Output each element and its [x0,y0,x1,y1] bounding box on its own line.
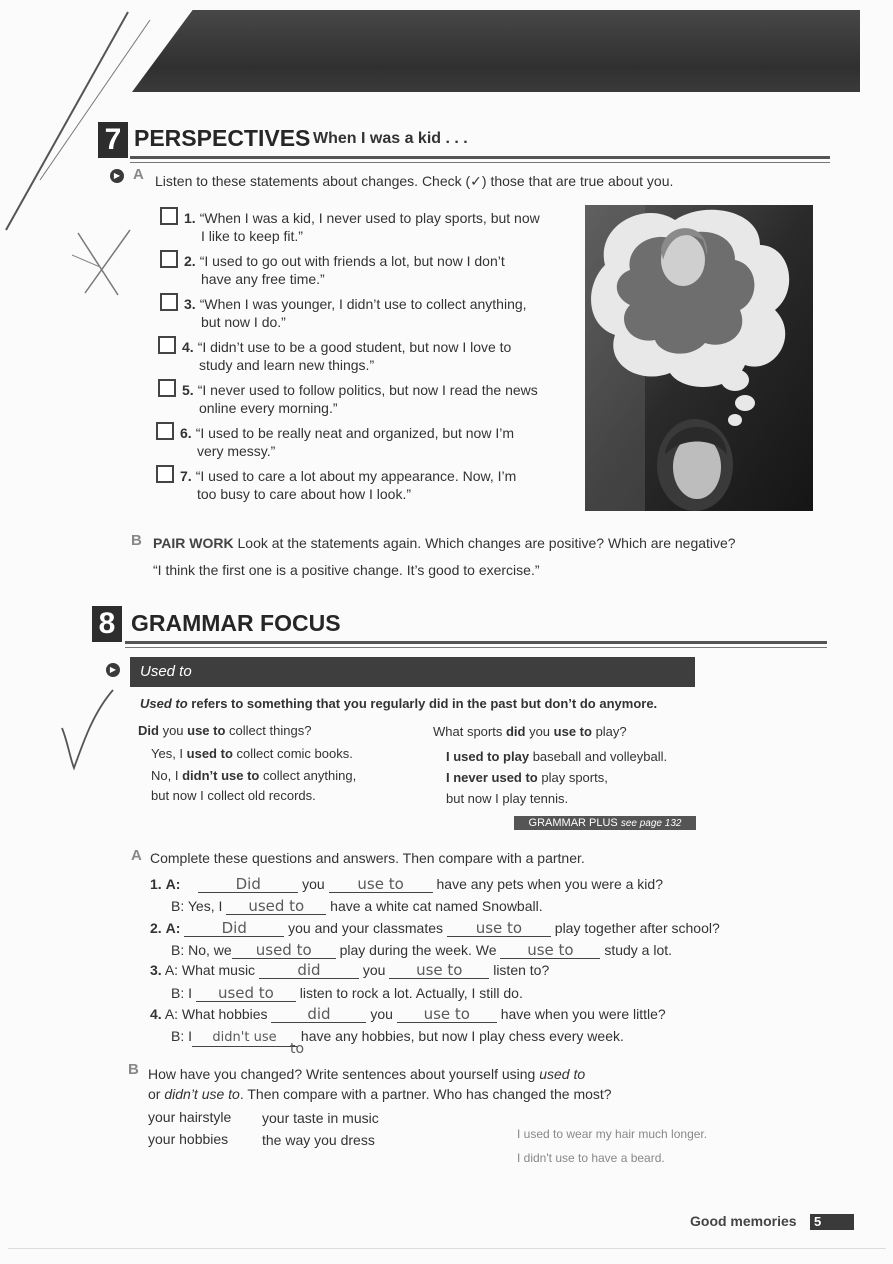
answer-field[interactable]: Did [184,920,284,937]
grammar-left-q: Did you use to collect things? [138,723,312,738]
ex-item-3-a: 3. A: What music did you use to listen to? [150,961,550,979]
scan-edge [8,1248,886,1249]
part-b-example: “I think the first one is a positive change. It’s good to exercise.” [153,562,540,578]
ex-b-letter: B [128,1061,139,1078]
photo-illustration [585,205,813,511]
handwritten-overflow: to [290,1041,305,1057]
grammar-left-a1: Yes, I used to collect comic books. [151,746,353,761]
section-7-number: 7 [98,122,128,158]
checkbox[interactable] [160,250,178,268]
ex-item-4-b: B: I didn't use have any hobbies, but now I play chess every week. [171,1028,624,1045]
page-number: 5 [810,1214,854,1230]
ex-item-1-b: B: Yes, I used to have a white cat named Snowball. [171,897,543,915]
section-7-rule-thin [130,162,830,163]
section-7-rule [130,156,830,159]
example-sentence: I used to wear my hair much longer. [517,1127,708,1141]
grammar-rule: Used to refers to something that you regularly did in the past but don’t do anymore. [140,696,658,711]
grammar-plus-link[interactable]: GRAMMAR PLUS see page 132 [514,816,696,830]
checkbox[interactable] [158,336,176,354]
grammar-right-a1: I used to play baseball and volleyball. [446,749,668,764]
pencil-check-mark [58,688,118,773]
audio-play-icon[interactable]: ▶ [110,169,124,183]
checkbox[interactable] [160,207,178,225]
part-a-instruction: Listen to these statements about changes. Check (✓) those that are true about you. [155,173,674,189]
checkbox[interactable] [156,422,174,440]
answer-field[interactable]: use to [500,942,600,959]
audio-play-icon[interactable]: ▶ [106,663,120,677]
answer-field[interactable]: did [259,962,359,979]
answer-field[interactable]: Did [198,876,298,893]
answer-field[interactable]: used to [232,942,336,959]
pencil-x-mark [70,225,140,300]
grammar-left-a2b: but now I collect old records. [151,788,316,803]
checkbox[interactable] [158,379,176,397]
part-b-letter: B [131,532,142,549]
ex-a-letter: A [131,847,142,864]
answer-field[interactable]: used to [196,985,296,1002]
grammar-right-q: What sports did you use to play? [433,724,627,739]
answer-field[interactable]: use to [389,962,489,979]
footer-unit-title: Good memories [690,1213,797,1229]
ex-item-2-a: 2. A: Did you and your classmates use to play together after school? [150,919,720,937]
topic-item: your taste in music [262,1110,379,1126]
section-8-rule-thin [125,647,827,648]
checkbox[interactable] [156,465,174,483]
grammar-right-a2b: but now I play tennis. [446,791,569,806]
checkbox[interactable] [160,293,178,311]
topic-item: your hobbies [148,1131,229,1147]
part-b-instruction: PAIR WORK Look at the statements again. Which changes are positive? Which are negative? [153,535,736,551]
section-8-title: GRAMMAR FOCUS [131,610,341,636]
example-sentence: I didn't use to have a beard. [517,1151,665,1165]
grammar-right-a2: I never used to play sports, [446,770,608,785]
ex-item-1-a: 1. A: Did you use to have any pets when you were a kid? [150,875,663,893]
ex-item-4-a: 4. A: What hobbies did you use to have when you were little? [150,1005,666,1023]
part-a-letter: A [133,166,144,183]
answer-field[interactable]: use to [397,1006,497,1023]
answer-field[interactable]: use to [447,920,551,937]
answer-field[interactable]: didn't use [192,1030,297,1047]
ex-item-2-b: B: No, we used to play during the week. We use to study a lot. [171,941,673,959]
grammar-left-a2: No, I didn’t use to collect anything, [151,768,357,783]
answer-field[interactable]: use to [329,876,433,893]
ex-b-line2: or didn’t use to. Then compare with a partner. Who has changed the most? [148,1086,612,1102]
section-7-subtitle: When I was a kid . . . [313,130,468,147]
topic-item: your hairstyle [148,1109,232,1125]
grammar-band: Used to [130,657,695,687]
answer-field[interactable]: used to [226,898,326,915]
ex-a-instruction: Complete these questions and answers. Then compare with a partner. [150,850,585,866]
ex-b-line1: How have you changed? Write sentences about yourself using used to [148,1066,586,1082]
answer-field[interactable]: did [271,1006,366,1023]
section-8-rule [125,641,827,644]
topic-item: the way you dress [262,1132,375,1148]
section-8-number: 8 [92,606,122,642]
section-7-title: PERSPECTIVES [134,125,311,151]
ex-item-3-b: B: I used to listen to rock a lot. Actually, I still do. [171,984,523,1002]
photo-girl-daydreaming [585,205,813,511]
